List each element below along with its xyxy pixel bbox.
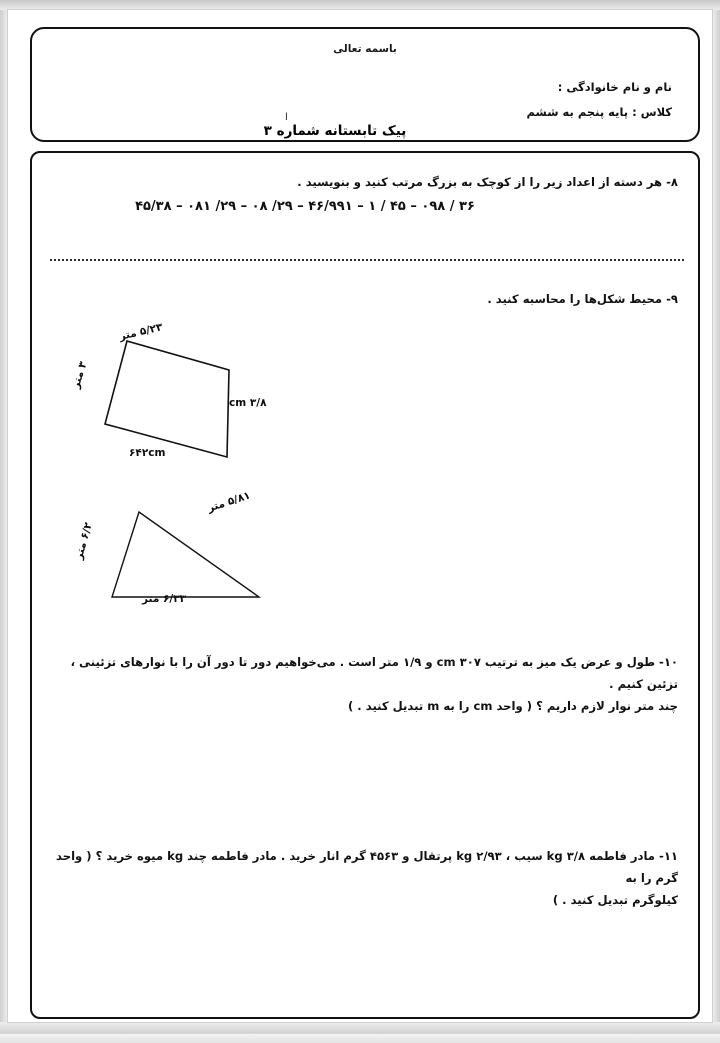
question-10 [60, 651, 678, 717]
question-10-line-1: ۱۰- طول و عرض یک میز به ترتیب cm ۳۰۷ و ۱/۹ متر است . می‌خواهیم دور تا دور آن را با نوارهای تزئینی ، تزئین کنیم . [70, 655, 678, 692]
question-11-line-2: کیلوگرم تبدیل کنید . ) [552, 893, 678, 908]
triangle-bottom-label: ۶/۳۳ متر [142, 593, 187, 605]
quadrilateral-left-label: ۳ متر [69, 360, 90, 390]
stray-mark: ا [285, 112, 288, 123]
figures-area [42, 313, 362, 633]
page-bottom-edge [0, 1022, 720, 1043]
page-right-edge [712, 10, 720, 1022]
question-11 [52, 845, 678, 911]
question-8-text: ۸- هر دسته از اعداد زیر را از کوچک به بزرگ مرتب کنید و بنویسید . [297, 175, 678, 189]
triangle-hypotenuse-label: ۵/۸۱ متر [206, 489, 252, 515]
triangle-shape [112, 512, 259, 597]
page-left-edge [0, 10, 8, 1022]
question-11-line-1: ۱۱- مادر فاطمه ۳/۸ kg سیب ، ۲/۹۳ kg پرتقال و ۴۵۶۳ گرم انار خرید . مادر فاطمه چند kg میوه خرید ؟ ( واحد گرم را به [56, 849, 678, 886]
header-box [30, 27, 700, 142]
worksheet-page [8, 10, 712, 1022]
question-9-text: ۹- محیط شکل‌ها را محاسبه کنید . [487, 292, 678, 306]
geometry-figures-svg [42, 313, 362, 633]
quadrilateral-right-label: cm ۳/۸ [229, 397, 267, 409]
dotted-separator [50, 259, 684, 261]
quadrilateral-top-label: ۵/۲۳ متر [118, 321, 164, 343]
page-top-edge [0, 0, 720, 10]
question-10-line-2: چند متر نوار لازم داریم ؟ ( واحد cm را به m تبدیل کنید . ) [347, 699, 678, 714]
quadrilateral-shape [105, 341, 229, 457]
quadrilateral-bottom-label: ۶۴۲cm [129, 447, 166, 459]
student-name-field-label: نام و نام خانوادگی : [557, 80, 672, 94]
class-field-label: کلاس : پایه پنجم به ششم [526, 105, 672, 119]
triangle-left-label: ۶/۲ متر [72, 521, 95, 561]
question-8-numbers: ۳۶ / ۰۹۸ – ۴۵ / ۱ – ۴۶/۹۹۱ – ۲۹/ ۰۸ – ۲۹/ ۰۸۱ – ۴۵/۳۸ [135, 199, 475, 214]
bismillah-text: باسمه تعالی [333, 43, 397, 55]
worksheet-title: پیک تابستانه شماره ۳ [263, 123, 407, 139]
questions-box [30, 151, 700, 1019]
